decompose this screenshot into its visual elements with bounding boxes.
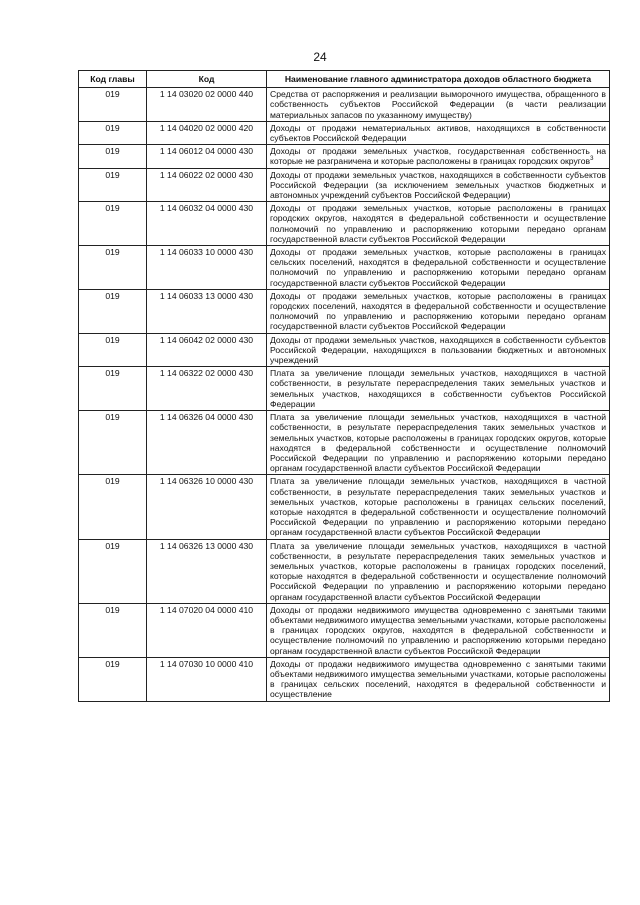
cell-name-text: Доходы от продажи недвижимого имущества одновременно с занятыми такими объектами недвижимого имущества земельными участками, которые расположены в границах сельских поселений, находятся в федеральной собственности и осуществление <box>270 658 606 700</box>
cell-chapter-code: 019 <box>79 411 147 475</box>
footnote-marker: 3 <box>590 156 594 163</box>
table-row <box>79 367 610 411</box>
cell-chapter-code: 019 <box>79 121 147 144</box>
cell-chapter-code: 019 <box>79 475 147 539</box>
cell-name <box>267 657 610 701</box>
table-row <box>79 657 610 701</box>
cell-name-text: Доходы от продажи земельных участков, находящихся в собственности субъектов Российской Федерации, находящихся в пользовании бюджетных и автономных учреждений <box>270 334 606 366</box>
header-row <box>79 71 610 88</box>
header-code: Код <box>147 71 267 88</box>
cell-name-text: Плата за увеличение площади земельных участков, находящихся в частной собственности, в результате перераспределения таких земельных участков и земельных участков, которые расположены в границах городских округов, которые находятся в федеральной собственности и осуществление полномочий Российской Федерации по управлению и распоряжению которыми передано органам государственной власти субъектов Российской Федерации <box>270 412 606 474</box>
cell-code: 1 14 07020 04 0000 410 <box>147 603 267 657</box>
cell-code: 1 14 06042 02 0000 430 <box>147 333 267 367</box>
cell-chapter-code: 019 <box>79 145 147 168</box>
table-header <box>79 71 610 88</box>
cell-code: 1 14 06022 02 0000 430 <box>147 168 267 202</box>
cell-chapter-code: 019 <box>79 367 147 411</box>
table-row <box>79 411 610 475</box>
cell-name <box>267 168 610 202</box>
table-row <box>79 475 610 539</box>
cell-name-text: Доходы от продажи недвижимого имущества одновременно с занятыми такими объектами недвижимого имущества земельными участками, которые расположены в границах городских округов, находятся в федеральной собственности и осуществление полномочий по управлению и распоряжению которыми передано органам государственной власти субъектов Российской Федерации <box>270 604 606 656</box>
cell-code: 1 14 06322 02 0000 430 <box>147 367 267 411</box>
cell-name <box>267 539 610 603</box>
cell-chapter-code: 019 <box>79 603 147 657</box>
cell-name-text: Средства от распоряжения и реализации выморочного имущества, обращенного в собственность субъектов Российской Федерации (в части реализации материальных запасов по указанному имуществу) <box>270 89 606 120</box>
cell-name <box>267 121 610 144</box>
cell-chapter-code: 019 <box>79 289 147 333</box>
cell-code: 1 14 07030 10 0000 410 <box>147 657 267 701</box>
cell-name-text: Плата за увеличение площади земельных участков, находящихся в частной собственности, в результате перераспределения таких земельных участков и земельных участков, которые расположены в границах сельских поселений, которые находятся в федеральной собственности и осуществление полномочий Российской Федерации по управлению и распоряжению которыми передано органам государственной власти субъектов Российской Федерации <box>270 476 606 538</box>
cell-name <box>267 603 610 657</box>
cell-chapter-code: 019 <box>79 539 147 603</box>
cell-code: 1 14 06326 13 0000 430 <box>147 539 267 603</box>
table-row <box>79 289 610 333</box>
table-row <box>79 88 610 122</box>
cell-code: 1 14 06033 10 0000 430 <box>147 246 267 290</box>
cell-code: 1 14 06033 13 0000 430 <box>147 289 267 333</box>
cell-name-text: Доходы от продажи земельных участков, которые расположены в границах городских округов, находятся в федеральной собственности и осуществление полномочий по управлению и распоряжению которыми передано органам государственной власти субъектов Российской Федерации <box>270 203 606 244</box>
cell-code: 1 14 06032 04 0000 430 <box>147 202 267 246</box>
cell-code: 1 14 06326 04 0000 430 <box>147 411 267 475</box>
cell-name <box>267 289 610 333</box>
cell-code: 1 14 06012 04 0000 430 <box>147 145 267 168</box>
table-row <box>79 168 610 202</box>
header-name: Наименование главного администратора доходов областного бюджета <box>267 71 610 88</box>
table-row <box>79 202 610 246</box>
cell-code: 1 14 03020 02 0000 440 <box>147 88 267 122</box>
cell-name-text: Доходы от продажи нематериальных активов, находящихся в собственности субъектов Российской Федерации <box>270 122 606 144</box>
table-row <box>79 333 610 367</box>
revenue-administrators-table <box>78 70 610 702</box>
cell-code: 1 14 04020 02 0000 420 <box>147 121 267 144</box>
cell-name <box>267 246 610 290</box>
cell-name-text: Доходы от продажи земельных участков, находящихся в собственности субъектов Российской Федерации (за исключением земельных участков бюджетных и автономных учреждений субъектов Российской Федерации) <box>270 169 606 201</box>
cell-name <box>267 88 610 122</box>
page-number: 24 <box>313 50 327 64</box>
cell-chapter-code: 019 <box>79 333 147 367</box>
cell-chapter-code: 019 <box>79 168 147 202</box>
cell-name-text: Доходы от продажи земельных участков, которые расположены в границах городских поселений, находятся в федеральной собственности и осуществление полномочий по управлению и распоряжению которыми передано органам государственной власти субъектов Российской Федерации <box>270 290 606 332</box>
cell-chapter-code: 019 <box>79 246 147 290</box>
table-row <box>79 121 610 144</box>
cell-name <box>267 411 610 475</box>
cell-name <box>267 367 610 411</box>
table-row <box>79 539 610 603</box>
table-row <box>79 246 610 290</box>
cell-chapter-code: 019 <box>79 657 147 701</box>
cell-chapter-code: 019 <box>79 88 147 122</box>
cell-name <box>267 475 610 539</box>
cell-name-text: Доходы от продажи земельных участков, государственная собственность на которые не разграничена и которые расположены в границах городских округов <box>270 146 606 167</box>
cell-name-text: Плата за увеличение площади земельных участков, находящихся в частной собственности, в результате перераспределения таких земельных участков и земельных участков, которые расположены в границах городских поселений, которые находятся в федеральной собственности и осуществление полномочий Российской Федерации по управлению и распоряжению которыми передано органам государственной власти субъектов Российской Федерации <box>270 540 606 602</box>
cell-code: 1 14 06326 10 0000 430 <box>147 475 267 539</box>
cell-name-text: Доходы от продажи земельных участков, которые расположены в границах сельских поселений, находятся в федеральной собственности и осуществление полномочий по управлению и распоряжению которыми передано органам государственной власти субъектов Российской Федерации <box>270 247 606 288</box>
table-row <box>79 145 610 168</box>
cell-name <box>267 145 610 168</box>
header-chapter-code: Код главы <box>79 71 147 88</box>
cell-name <box>267 333 610 367</box>
cell-name <box>267 202 610 246</box>
table-body <box>79 88 610 701</box>
cell-name-text: Плата за увеличение площади земельных участков, находящихся в частной собственности, в результате перераспределения таких земельных участков и земельных участков, находящихся в собственности субъектов Российской Федерации <box>270 368 606 409</box>
table-row <box>79 603 610 657</box>
cell-chapter-code: 019 <box>79 202 147 246</box>
